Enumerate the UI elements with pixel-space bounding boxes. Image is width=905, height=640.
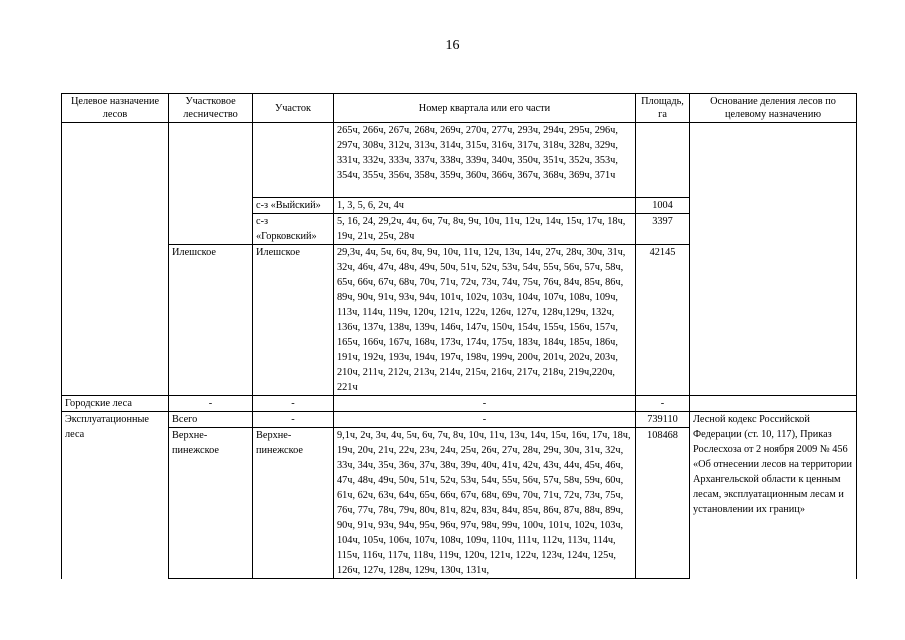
table-header-row	[62, 94, 857, 123]
purpose-cell: Эксплуатационные леса	[62, 412, 169, 579]
area-cell: 739110	[636, 412, 690, 428]
section-cell	[253, 123, 334, 198]
section-cell: Илешское	[253, 245, 334, 396]
table-row	[62, 396, 857, 412]
basis-cell: Лесной кодекс Российской Федерации (ст. 10, 117), Приказ Рослесхоза от 2 ноября 2009 № 456 «Об отнесении лесов на территории Архангельской области к ценным лесам, эксплуатационным лесам и установлении их границ»	[690, 412, 857, 579]
section-cell: с-з «Выйский»	[253, 198, 334, 214]
area-cell: 108468	[636, 428, 690, 579]
header-district-forestry: Участковое лесничество	[169, 94, 253, 123]
header-basis: Основание деления лесов по целевому назначению	[690, 94, 857, 123]
area-cell: 1004	[636, 198, 690, 214]
section-cell: -	[253, 396, 334, 412]
section-cell: -	[253, 412, 334, 428]
district-cell: Верхне-пинежское	[169, 428, 253, 579]
area-cell: 3397	[636, 214, 690, 245]
basis-cell	[690, 396, 857, 412]
area-cell: 42145	[636, 245, 690, 396]
header-purpose: Целевое назначение лесов	[62, 94, 169, 123]
table-row	[62, 412, 857, 428]
district-cell: Илешское	[169, 245, 253, 396]
table-row	[62, 123, 857, 198]
header-section: Участок	[253, 94, 334, 123]
quarters-cell: 1, 3, 5, 6, 2ч, 4ч	[334, 198, 636, 214]
area-cell: -	[636, 396, 690, 412]
header-quarters: Номер квартала или его части	[334, 94, 636, 123]
section-cell: Верхне-пинежское	[253, 428, 334, 579]
quarters-cell: 9,1ч, 2ч, 3ч, 4ч, 5ч, 6ч, 7ч, 8ч, 10ч, 11ч, 13ч, 14ч, 15ч, 16ч, 17ч, 18ч, 19ч, 20ч, 21ч, 22ч, 23ч, 24ч, 25ч, 26ч, 27ч, 28ч, 29ч, 30ч, 31ч, 32ч, 33ч, 34ч, 35ч, 36ч, 37ч, 38ч, 39ч, 40ч, 41ч, 42ч, 43ч, 44ч, 45ч, 46ч, 47ч, 48ч, 49ч, 50ч, 51ч, 52ч, 53ч, 54ч, 55ч, 56ч, 57ч, 58ч, 59ч, 60ч, 61ч, 62ч, 63ч, 64ч, 65ч, 66ч, 67ч, 68ч, 69ч, 70ч, 71ч, 72ч, 73ч, 75ч, 76ч, 77ч, 78ч, 79ч, 80ч, 81ч, 82ч, 83ч, 84ч, 85ч, 86ч, 87ч, 88ч, 89ч, 90ч, 91ч, 93ч, 94ч, 95ч, 96ч, 97ч, 98ч, 99ч, 100ч, 101ч, 102ч, 103ч, 104ч, 105ч, 106ч, 107ч, 108ч, 109ч, 110ч, 111ч, 112ч, 113ч, 114ч, 115ч, 116ч, 117ч, 118ч, 119ч, 120ч, 121ч, 122ч, 123ч, 124ч, 125ч, 126ч, 127ч, 128ч, 129ч, 130ч, 131ч,	[334, 428, 636, 579]
quarters-cell: -	[334, 412, 636, 428]
district-cell: Всего	[169, 412, 253, 428]
quarters-cell: 5, 16, 24, 29,2ч, 4ч, 6ч, 7ч, 8ч, 9ч, 10ч, 11ч, 12ч, 14ч, 15ч, 17ч, 18ч, 19ч, 21ч, 25ч, 28ч	[334, 214, 636, 245]
basis-cell	[690, 123, 857, 396]
quarters-cell: 29,3ч, 4ч, 5ч, 6ч, 8ч, 9ч, 10ч, 11ч, 12ч, 13ч, 14ч, 27ч, 28ч, 30ч, 31ч, 32ч, 46ч, 47ч, 48ч, 49ч, 50ч, 51ч, 52ч, 53ч, 54ч, 55ч, 56ч, 57ч, 58ч, 65ч, 66ч, 67ч, 68ч, 70ч, 71ч, 72ч, 73ч, 74ч, 75ч, 76ч, 84ч, 85ч, 86ч, 89ч, 90ч, 91ч, 93ч, 94ч, 101ч, 102ч, 103ч, 104ч, 107ч, 108ч, 109ч, 113ч, 114ч, 119ч, 120ч, 121ч, 122ч, 126ч, 127ч, 128ч,129ч, 132ч, 136ч, 137ч, 138ч, 139ч, 146ч, 147ч, 150ч, 154ч, 155ч, 156ч, 157ч, 165ч, 166ч, 167ч, 168ч, 173ч, 174ч, 175ч, 183ч, 184ч, 185ч, 186ч, 191ч, 192ч, 193ч, 194ч, 197ч, 198ч, 199ч, 200ч, 201ч, 202ч, 203ч, 210ч, 211ч, 212ч, 213ч, 214ч, 215ч, 216ч, 217ч, 218ч, 219ч,220ч, 221ч	[334, 245, 636, 396]
district-cell: -	[169, 396, 253, 412]
purpose-cell	[62, 123, 169, 396]
purpose-cell: Городские леса	[62, 396, 169, 412]
forest-purpose-table	[61, 93, 857, 579]
section-cell: с-з «Горковский»	[253, 214, 334, 245]
district-cell	[169, 123, 253, 245]
page-number: 16	[445, 38, 460, 53]
header-area: Площадь, га	[636, 94, 690, 123]
area-cell	[636, 123, 690, 198]
quarters-cell: -	[334, 396, 636, 412]
quarters-cell: 265ч, 266ч, 267ч, 268ч, 269ч, 270ч, 277ч, 293ч, 294ч, 295ч, 296ч, 297ч, 308ч, 312ч, 313ч, 314ч, 315ч, 316ч, 317ч, 318ч, 328ч, 329ч, 331ч, 332ч, 333ч, 337ч, 338ч, 339ч, 340ч, 350ч, 351ч, 352ч, 353ч, 354ч, 355ч, 356ч, 358ч, 359ч, 360ч, 366ч, 367ч, 368ч, 369ч, 371ч	[334, 123, 636, 198]
